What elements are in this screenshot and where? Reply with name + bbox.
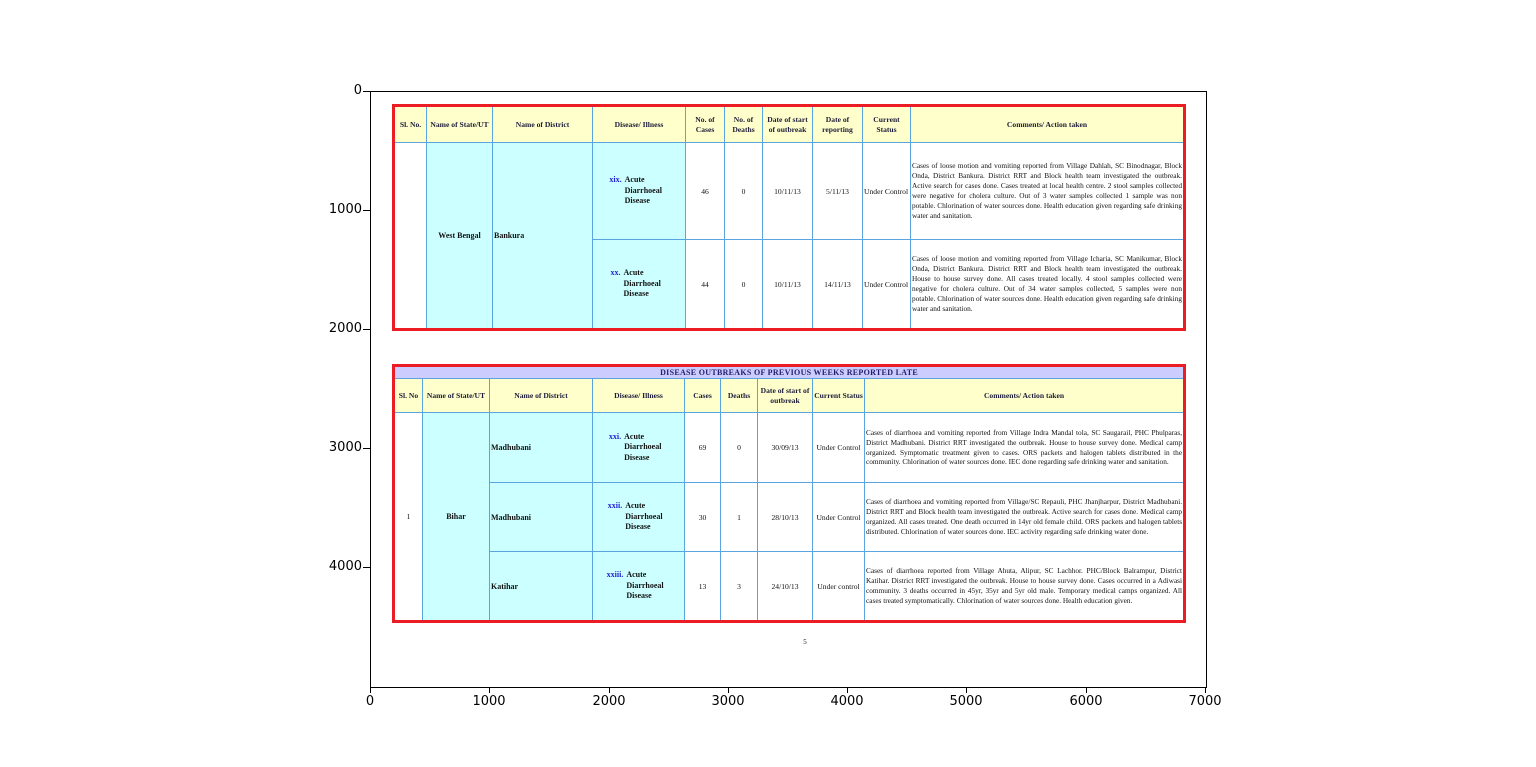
status-cell: Under Control bbox=[813, 483, 865, 552]
col-header-start-date: Date of start of outbreak bbox=[758, 379, 813, 413]
table-title-row bbox=[394, 366, 1185, 379]
comments-cell: Cases of loose motion and vomiting reported from Village Icharia, SC Manikumar, Block Onda, District Bankura. District RRT and Block health team investigated the outbreak. House to house survey done. All cases treated locally. 4 stool samples collected were negative for cholera culture. Out of 34 water samples collected, 5 samples were non potable. Chlorination of water sources done. Health education given regarding safe drinking water and sanitation. bbox=[911, 240, 1185, 330]
status-cell: Under Control bbox=[863, 143, 911, 240]
disease-numeral: xx. bbox=[610, 268, 621, 278]
y-tick-mark bbox=[363, 210, 370, 211]
disease-name: Acute Diarrhoeal Disease bbox=[625, 501, 663, 532]
plot-axes bbox=[370, 91, 1207, 688]
col-header-disease: Disease/ Illness bbox=[593, 379, 685, 413]
status-cell: Under Control bbox=[813, 413, 865, 483]
comments-cell: Cases of diarrhoea and vomiting reported from Village/SC Repauli, PHC Jhanjharpur, District Madhubani. District RRT and Block health team investigated the outbreak. Active search for cases done. Medical camp organized. All cases treated. One death occurred in 14yr old female child. ORS packets and halogen tablets distributed. Chlorination of water sources done. IEC activity regarding safe drinking water done. bbox=[865, 483, 1185, 552]
disease-numeral: xxii. bbox=[607, 501, 623, 511]
disease-name: Acute Diarrhoeal Disease bbox=[623, 268, 661, 299]
deaths-cell: 3 bbox=[721, 552, 758, 622]
comments-cell: Cases of loose motion and vomiting reported from Village Dahlah, SC Binodnagar, Block Onda, District Bankura. District RRT and Block health team investigated the outbreak. Active search for cases done. Cases treated at local health centre. 2 stool samples collected were negative for cholera culture. Out of 3 water samples collected 1 sample was non potable. Chlorination of water sources done. Health education given regarding safe drinking water and sanitation. bbox=[911, 143, 1185, 240]
table-row bbox=[394, 483, 1185, 552]
y-tick-mark bbox=[363, 567, 370, 568]
start-date-cell: 24/10/13 bbox=[758, 552, 813, 622]
x-tick-label: 1000 bbox=[472, 694, 506, 709]
disease-cell bbox=[593, 143, 686, 240]
disease-cell bbox=[593, 483, 685, 552]
x-tick-label: 5000 bbox=[949, 694, 983, 709]
col-header-state: Name of State/UT bbox=[423, 379, 490, 413]
table-header-row bbox=[394, 379, 1185, 413]
y-tick-label: 4000 bbox=[328, 559, 362, 574]
start-date-cell: 28/10/13 bbox=[758, 483, 813, 552]
start-date-cell: 10/11/13 bbox=[763, 240, 813, 330]
slno-cell: 1 bbox=[394, 413, 423, 622]
y-tick-mark bbox=[363, 329, 370, 330]
comments-cell: Cases of diarrhoea and vomiting reported from Village Indra Mandal tola, SC Saugarail, PHC Phulparas, District Madhubani. District RRT investigated the outbreak. House to house survey done. Medical camp organized. Symptomatic treatment given to cases. ORS packets and halogen tablets distributed in the community. Chlorination of water sources done. IEC done regarding safe drinking water and sanitation. bbox=[865, 413, 1185, 483]
district-cell: Bankura bbox=[493, 143, 593, 330]
x-tick-label: 7000 bbox=[1188, 694, 1222, 709]
state-cell: Bihar bbox=[423, 413, 490, 622]
district-cell: Katihar bbox=[490, 552, 593, 622]
state-cell: West Bengal bbox=[427, 143, 493, 330]
cases-cell: 13 bbox=[685, 552, 721, 622]
disease-numeral: xix. bbox=[609, 175, 622, 185]
y-tick-mark bbox=[363, 91, 370, 92]
district-cell: Madhubani bbox=[490, 413, 593, 483]
col-header-cases: Cases bbox=[685, 379, 721, 413]
table-row bbox=[394, 143, 1185, 240]
deaths-cell: 0 bbox=[725, 143, 763, 240]
district-cell: Madhubani bbox=[490, 483, 593, 552]
y-tick-label: 3000 bbox=[328, 440, 362, 455]
outbreak-table-current-week bbox=[392, 104, 1186, 331]
col-header-cases: No. of Cases bbox=[686, 106, 725, 143]
x-tick-label: 4000 bbox=[830, 694, 864, 709]
col-header-status: Current Status bbox=[813, 379, 865, 413]
col-header-state: Name of State/UT bbox=[427, 106, 493, 143]
y-tick-label: 0 bbox=[353, 83, 362, 98]
cases-cell: 30 bbox=[685, 483, 721, 552]
x-tick-label: 6000 bbox=[1069, 694, 1103, 709]
deaths-cell: 1 bbox=[721, 483, 758, 552]
col-header-deaths: No. of Deaths bbox=[725, 106, 763, 143]
col-header-start-date: Date of start of outbreak bbox=[763, 106, 813, 143]
reporting-date-cell: 5/11/13 bbox=[813, 143, 863, 240]
x-tick-label: 2000 bbox=[592, 694, 626, 709]
col-header-comments: Comments/ Action taken bbox=[865, 379, 1185, 413]
y-tick-label: 2000 bbox=[328, 321, 362, 336]
cases-cell: 46 bbox=[686, 143, 725, 240]
col-header-status: Current Status bbox=[863, 106, 911, 143]
table-title: DISEASE OUTBREAKS OF PREVIOUS WEEKS REPORTED LATE bbox=[394, 366, 1185, 379]
y-tick-mark bbox=[363, 448, 370, 449]
col-header-slno: Sl. No bbox=[394, 379, 423, 413]
col-header-comments: Comments/ Action taken bbox=[911, 106, 1185, 143]
table-row bbox=[394, 552, 1185, 622]
disease-numeral: xxiii. bbox=[606, 570, 624, 580]
table-header-row bbox=[394, 106, 1185, 143]
disease-name: Acute Diarrhoeal Disease bbox=[626, 570, 664, 601]
start-date-cell: 10/11/13 bbox=[763, 143, 813, 240]
deaths-cell: 0 bbox=[721, 413, 758, 483]
col-header-disease: Disease/ Illness bbox=[593, 106, 686, 143]
status-cell: Under Control bbox=[863, 240, 911, 330]
col-header-slno: Sl. No. bbox=[394, 106, 427, 143]
x-tick-label: 3000 bbox=[711, 694, 745, 709]
col-header-district: Name of District bbox=[490, 379, 593, 413]
disease-cell bbox=[593, 413, 685, 483]
cases-cell: 69 bbox=[685, 413, 721, 483]
disease-numeral: xxi. bbox=[608, 431, 622, 441]
y-tick-label: 1000 bbox=[328, 202, 362, 217]
col-header-district: Name of District bbox=[493, 106, 593, 143]
comments-cell: Cases of diarrhoea reported from Village Ahuta, Alipur, SC Lachhor. PHC/Block Balrampur, District Katihar. District RRT investigated the outbreak. House to house survey done. Cases occurred in a Adiwasi community. 3 deaths occurred in 45yr, 35yr and 5yr old male. Temporary medical camps organized. All cases treated symptomatically. Chlorination of water sources done. Health education given. bbox=[865, 552, 1185, 622]
slno-cell bbox=[394, 143, 427, 330]
col-header-reporting-date: Date of reporting bbox=[813, 106, 863, 143]
page-number: 5 bbox=[803, 638, 807, 646]
outbreak-table-previous-weeks bbox=[392, 364, 1186, 623]
disease-name: Acute Diarrhoeal Disease bbox=[624, 431, 662, 462]
cases-cell: 44 bbox=[686, 240, 725, 330]
start-date-cell: 30/09/13 bbox=[758, 413, 813, 483]
table-row bbox=[394, 413, 1185, 483]
disease-cell bbox=[593, 552, 685, 622]
disease-cell bbox=[593, 240, 686, 330]
deaths-cell: 0 bbox=[725, 240, 763, 330]
col-header-deaths: Deaths bbox=[721, 379, 758, 413]
x-tick-label: 0 bbox=[365, 694, 375, 709]
reporting-date-cell: 14/11/13 bbox=[813, 240, 863, 330]
status-cell: Under control bbox=[813, 552, 865, 622]
disease-name: Acute Diarrhoeal Disease bbox=[624, 175, 662, 206]
